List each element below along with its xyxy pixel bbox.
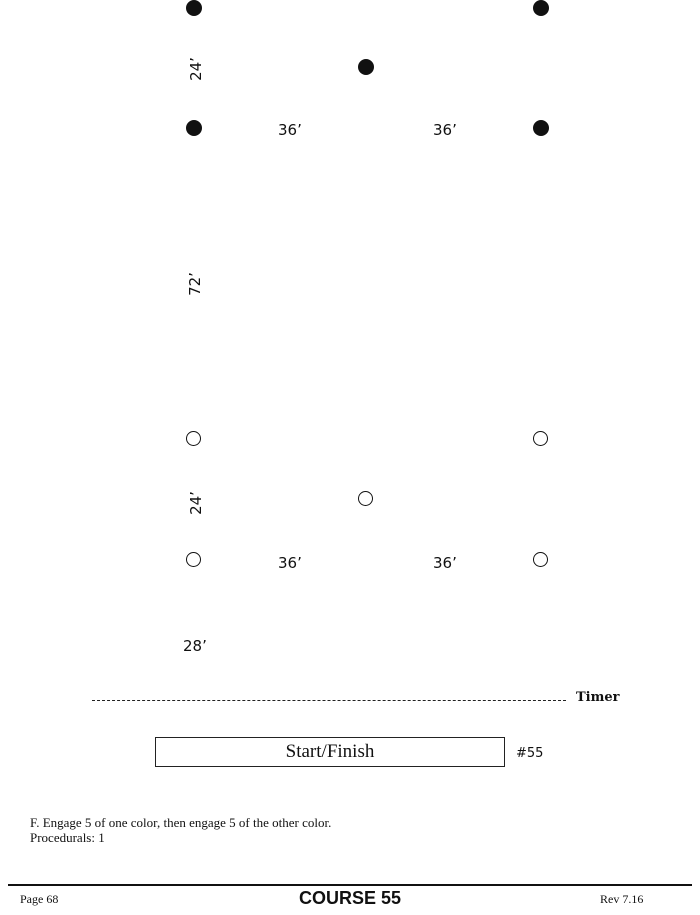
instruction-line-2: Procedurals: 1 xyxy=(30,830,105,845)
hollow-cone-center xyxy=(358,491,373,506)
timer-line xyxy=(92,700,566,701)
instruction-line-1: F. Engage 5 of one color, then engage 5 of the other color. xyxy=(30,815,332,830)
filled-cone-top-left xyxy=(186,0,202,16)
course-number: #55 xyxy=(516,746,544,761)
dimension-bottom-vertical: 24’ xyxy=(186,491,205,515)
dimension-top-vertical: 24’ xyxy=(186,57,205,81)
filled-cone-top-center xyxy=(358,59,374,75)
dimension-bottom-horizontal-left: 36’ xyxy=(278,554,302,572)
dimension-gap-between-groups: 72’ xyxy=(185,272,204,296)
hollow-cone-lower-left xyxy=(186,552,201,567)
dimension-top-horizontal-left: 36’ xyxy=(278,121,302,139)
hollow-cone-lower-right xyxy=(533,552,548,567)
page-number: Page 68 xyxy=(20,892,59,906)
hollow-cone-upper-right xyxy=(533,431,548,446)
filled-cone-mid-right xyxy=(533,120,549,136)
filled-cone-top-right xyxy=(533,0,549,16)
footer-rule xyxy=(8,884,692,886)
hollow-cone-upper-left xyxy=(186,431,201,446)
filled-cone-mid-left xyxy=(186,120,202,136)
dimension-gap-to-timer: 28’ xyxy=(183,637,207,655)
dimension-bottom-horizontal-right: 36’ xyxy=(433,554,457,572)
dimension-top-horizontal-right: 36’ xyxy=(433,121,457,139)
start-finish-box xyxy=(155,737,505,767)
page-title: COURSE 55 xyxy=(298,888,402,908)
timer-label: Timer xyxy=(576,690,620,705)
course-instructions xyxy=(30,815,331,845)
start-finish-label: Start/Finish xyxy=(285,741,375,762)
revision-label: Rev 7.16 xyxy=(600,892,644,906)
